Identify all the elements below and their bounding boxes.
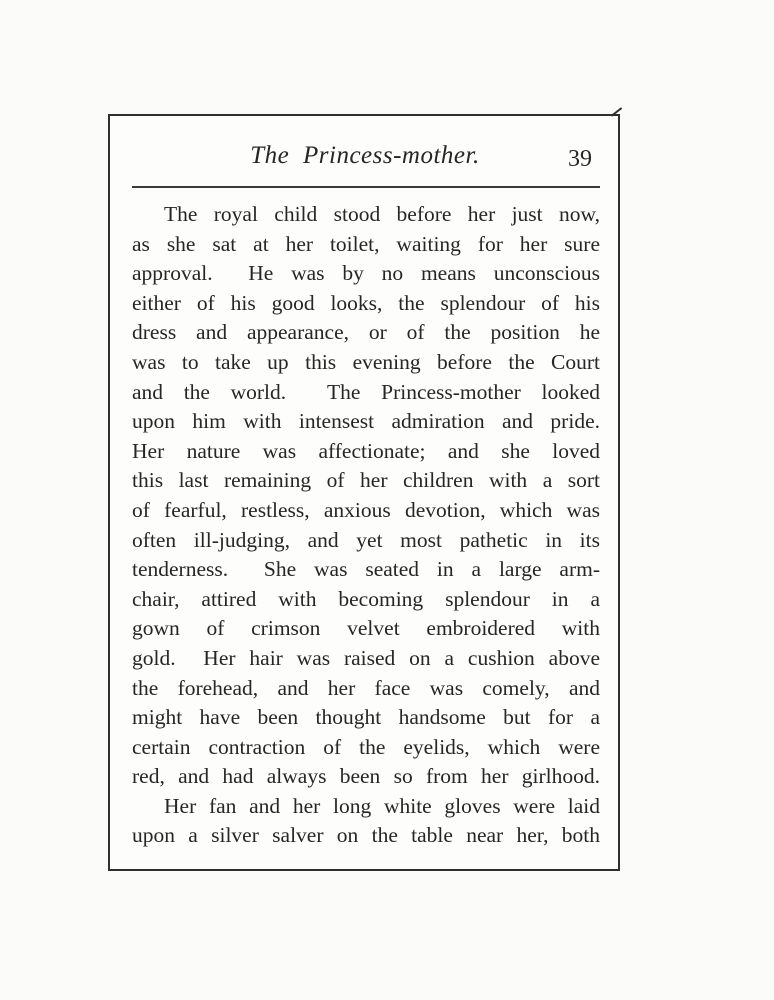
- text-line: The royal child stood before her just now,: [164, 202, 600, 226]
- page-number: 39: [568, 146, 592, 172]
- text-line: was to take up this evening before the Court: [132, 349, 600, 374]
- text-line: upon a silver salver on the table near her, both: [132, 823, 600, 848]
- text-line: as she sat at her toilet, waiting for her sure: [132, 231, 600, 256]
- text-line: and the world. The Princess-mother looked: [132, 379, 600, 404]
- page-body: [132, 200, 600, 851]
- text-line: Her fan and her long white gloves were laid: [164, 793, 600, 818]
- text-line: certain contraction of the eyelids, which were: [132, 734, 600, 759]
- text-line: this last remaining of her children with a sort: [132, 468, 600, 493]
- running-header: [132, 142, 598, 178]
- text-line: Her nature was affectionate; and she loved: [132, 438, 600, 463]
- text-line: approval. He was by no means unconscious: [132, 261, 600, 286]
- text-line: the forehead, and her face was comely, and: [132, 675, 600, 700]
- text-line: chair, attired with becoming splendour in a: [132, 586, 600, 611]
- text-line: tenderness. She was seated in a large arm-: [132, 557, 600, 582]
- text-line: red, and had always been so from her girlhood.: [132, 764, 600, 789]
- text-line: might have been thought handsome but for a: [132, 705, 600, 730]
- text-line: either of his good looks, the splendour of his: [132, 290, 600, 315]
- text-line: dress and appearance, or of the position he: [132, 320, 600, 345]
- text-line: often ill-judging, and yet most pathetic in its: [132, 527, 600, 552]
- text-line: gold. Her hair was raised on a cushion above: [132, 645, 600, 670]
- page-title: The Princess-mother.: [250, 142, 480, 169]
- text-line: upon him with intensest admiration and pride.: [132, 409, 600, 434]
- text-line: gown of crimson velvet embroidered with: [132, 616, 600, 641]
- page-border-frame: [108, 114, 620, 871]
- header-rule: [132, 186, 600, 188]
- corner-mark: [611, 107, 622, 117]
- text-line: of fearful, restless, anxious devotion, which was: [132, 497, 600, 522]
